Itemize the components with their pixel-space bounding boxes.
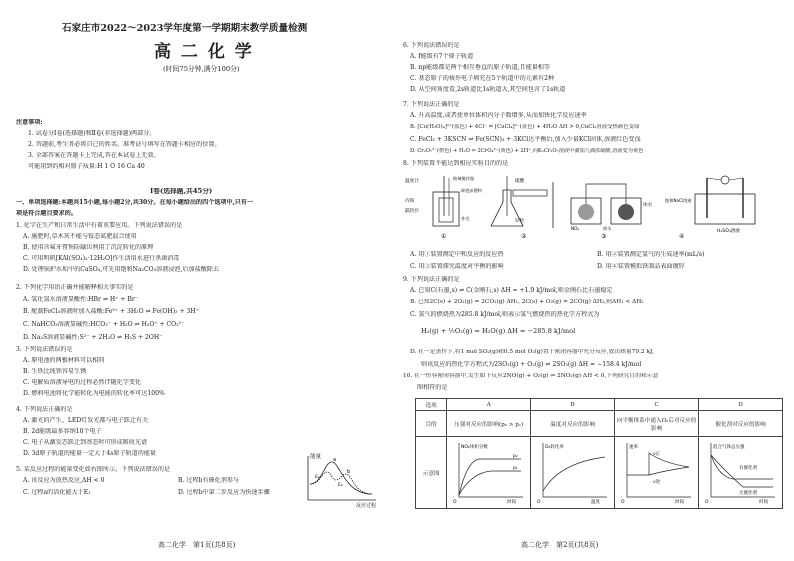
q1-option-d: D. 处理锅炉水垢中的CaSO₄,可先用饱和Na₂CO₃溶液浸泡,后加盐酸除去 (23, 266, 219, 273)
q3-option-a: A. 原电池的两极材料可以相同 (23, 357, 105, 364)
q8-option-b: B. 用②装置测定氢气的生成速率(mL/s) (597, 251, 705, 258)
label-h2so4: H₂SO₄溶液 (717, 229, 740, 234)
diagram-d (699, 437, 783, 509)
calorimeter-inner (439, 198, 453, 222)
note-3: 3. 全部答案在答题卡上完成,答在本试卷上无效。 (28, 152, 160, 159)
section1-instructions-2: 项是符合题目要求的。 (16, 210, 77, 217)
q4-option-d: D. 3d原子轨道的能量一定大于4s原子轨道的能量 (23, 450, 157, 457)
q6-option-a: A. f能级有7个原子轨道 (410, 53, 474, 60)
q9-option-a: A. 已知C(石墨,s) ⇌ C(金刚石,s) ΔH = +1.9 kJ/mol,则金刚石比石墨稳定 (410, 287, 613, 294)
q7-option-b: B. [Cu(H₂O)₄]²⁺(蓝色) + 4Cl⁻ ⇌ [CuCl₄]²⁻(黄色) + 4H₂O ΔH > 0,CuCl₂溶液受热颜色变绿 (410, 124, 640, 130)
q5-option-c: C. 过程a的活化能大于E₁ (23, 489, 91, 496)
q5-option-a: A. 该反应为放热反应,ΔH < 0 (23, 477, 105, 484)
a-p2: p₂ (512, 453, 518, 459)
apparatus-figure (403, 172, 789, 242)
q7-option-c: C. FeCl₃ + 3KSCN ⇌ Fe(SCN)₃ + 3KCl达平衡后,加入少量KCl固体,溶液红色变浅 (410, 136, 641, 143)
c-vpos: v正 (652, 451, 660, 457)
purpose-a: 压强对反应的影响(p₂ > p₁) (447, 411, 531, 437)
q5-option-b: B. 过程b有催化剂参与 (178, 477, 240, 484)
apparatus-num-2: ② (521, 233, 527, 240)
energy-ylabel: 能量 (310, 454, 322, 460)
note-1: 1. 试卷分Ⅰ卷(选择题)和Ⅱ卷(非选择题)两部分。 (28, 130, 156, 137)
d-ylabel: 混合气体总压强 (712, 444, 745, 450)
flask-cold (578, 204, 594, 220)
note-2: 2. 答题前,考生务必将自己的姓名、准考证号填写在答题卡相应的位置。 (28, 141, 221, 148)
q2-option-b: B. 配制FeCl₃溶液时加入盐酸:Fe³⁺ + 3H₂O ⇌ Fe(OH)₃ + 3H⁺ (23, 308, 199, 315)
q6-stem: 6. 下列说法错误的是 (403, 42, 460, 49)
apparatus-num-1: ① (441, 233, 447, 240)
d-xlabel: 时间 (758, 499, 768, 505)
label-shell: 外壳 (461, 216, 470, 221)
col-a: A (447, 399, 531, 411)
a-xlabel: 时间 (506, 499, 516, 505)
q10-stem-cont: 图相符的是 (417, 384, 448, 391)
diagram-a (447, 437, 531, 509)
label-nacl: 饱和NaCl溶液 (665, 198, 692, 203)
row-label-option: 选项 (416, 399, 447, 411)
c-v-reverse (649, 467, 689, 475)
q2-option-a: A. 氢化氢水溶液显酸性:HBr ⇌ H⁺ + Br⁻ (23, 296, 138, 303)
q7-stem: 7. 下列说法正确的是 (403, 101, 460, 108)
chart-d (703, 439, 779, 505)
apparatus-3 (571, 184, 653, 240)
b-curve (543, 457, 605, 491)
q6-option-b: B. np能级都是两个相互垂直的原子轨道,且能量相等 (410, 64, 550, 71)
q9-option-d-cont: 则该反应的热化学方程式为2SO₂(g) + O₂(g) ⇌ 2SO₃(g) ΔH = −158.4 kJ/mol (421, 361, 642, 368)
purpose-d: 催化剂对反应的影响 (699, 411, 783, 437)
c-ylabel: 速率 (628, 444, 638, 450)
section-heading: Ⅰ卷(选择题,共45分) (150, 188, 213, 195)
q10-stem: 10. 在一恒容密闭容器中,发生如下反应2NO(g) + O₂(g) ⇌ 2NO₂(g) ΔH < 0,下列研究目的和示意 (403, 373, 659, 379)
exam-title: 石家庄市2022～2023学年度第一学期期末教学质量检测 (62, 23, 308, 34)
a-p1: p₁ (512, 465, 518, 471)
q8-stem: 8. 下列装置不能达到相应实验目的的是 (403, 160, 509, 167)
col-b: B (531, 399, 615, 411)
q4-option-b: B. 2d能级最多容纳10个电子 (23, 428, 102, 435)
c-xlabel: 时间 (674, 499, 684, 505)
label-zinc: 锌粒 (515, 219, 525, 224)
q9-option-c: C. 氢气的燃烧热为285.8 kJ/mol,则表示氢气燃烧热的热化学方程式为 (410, 311, 600, 318)
q7-option-a: A. 升高温度,或者使单位体积内分子数增多,从而加快化学反应速率 (410, 112, 587, 119)
q3-stem: 3. 下列说法错误的是 (16, 346, 73, 353)
a-ylabel: NO₂体积分数 (460, 444, 488, 450)
footer-page-2: 高二化学 第2页(共8页) (521, 541, 599, 549)
diagram-c (615, 437, 699, 509)
a-origin: O (452, 499, 457, 505)
b-origin: O (536, 499, 541, 505)
wire (707, 178, 743, 180)
energy-diagram (300, 450, 386, 508)
b-ylabel: O₂转化率 (544, 444, 564, 450)
q2-option-c: C. NaHCO₃溶液显碱性:HCO₃⁻ + H₂O ⇌ H₃O⁺ + CO₃²⁻ (23, 321, 185, 328)
apparatus-num-3: ③ (601, 233, 607, 240)
flask-hot (618, 204, 634, 220)
q9-option-b: B. 已知2C(s) + 2O₂(g) = 2CO₂(g) ΔH₁, 2C(s) + O₂(g) = 2CO(g) ΔH₂,则ΔH₁ < ΔH₂ (410, 299, 644, 305)
apparatus-num-4: ④ (679, 233, 685, 240)
label-e2: E₂ (338, 483, 343, 488)
label-insulation: 隔热层 (405, 209, 419, 214)
q3-option-c: C. 电解质溶液导电的过程必然伴随化学变化 (23, 379, 142, 386)
footer-page-1: 高二化学 第1页(共8页) (158, 541, 236, 549)
time-note: (时间75分钟,满分100分) (163, 65, 240, 73)
row-label-diagram: 示意图 (416, 437, 447, 509)
q9-equation: H₂(g) + ½O₂(g) = H₂O(g) ΔH = −285.8 kJ/mol (421, 328, 576, 335)
d-nocat: 无催化剂 (738, 490, 757, 496)
d-curve-nocat (711, 455, 773, 487)
q5-option-d: D. 过程b中第二步反应为快速步骤 (178, 489, 270, 496)
label-b: b (347, 469, 351, 475)
label-e1: E₁ (315, 475, 320, 480)
q1-option-b: B. 使用含氟牙膏预防龋齿利用了沉淀转化的原理 (23, 244, 154, 251)
q6-option-d: D. 从空间角度看,2s轨道比1s轨道大,其空间包含了1s轨道 (410, 86, 566, 93)
c-origin: O (620, 499, 625, 505)
d-cat: 有催化剂 (738, 465, 757, 471)
q4-option-a: A. 激光的产生、LED灯发光都与电子跃迁有关 (23, 417, 149, 424)
purpose-b: 温度对反应的影响 (531, 411, 615, 437)
q8-option-d: D. 用④装置模拟铁制品表面镀锌 (597, 263, 685, 270)
a-curve-p1 (459, 471, 521, 495)
chart-a (451, 439, 527, 505)
label-no2: NO₂ (571, 226, 580, 231)
q8-option-a: A. 用①装置测定中和反应的反应热 (410, 251, 504, 258)
calorimeter-outer (433, 192, 459, 226)
diagram-b (531, 437, 615, 509)
exam-page-2 (397, 0, 794, 561)
b-xlabel: 温度 (590, 499, 600, 505)
q9-option-d: D. 在一定条件下,将1 mol SO₂(g)和0.5 mol O₂(g)置于密闭容器中充分反应,放出热量79.2 kJ, (410, 349, 654, 355)
notes-heading: 注意事项: (16, 119, 43, 126)
label-stirrer: 玻璃搅拌器 (453, 176, 474, 181)
apparatus-2 (491, 176, 553, 240)
col-d: D (699, 399, 783, 411)
q10-table (415, 398, 783, 509)
q3-option-b: B. 生铁比纯铁容易生锈 (23, 368, 87, 375)
label-a: a (333, 457, 337, 463)
q7-option-d: D. Cr₂O₇²⁻(橙色) + H₂O ⇌ 2CrO₄²⁻(黄色) + 2H⁺,向K₂Cr₂O₇溶液中滴加几滴浓硫酸,溶液变为黄色 (410, 148, 644, 154)
q8-option-c: C. 用③装置探究温度对平衡的影响 (410, 263, 504, 270)
q4-option-c: C. 电子从激发态跃迁到基态时可形成吸收光谱 (23, 439, 148, 446)
label-sulfuric: 硫酸 (515, 179, 525, 184)
purpose-c: 向平衡体系中通入O₂后对反应的影响 (615, 411, 699, 437)
q9-stem: 9. 下列说法正确的是 (403, 276, 460, 283)
a-curve-p2 (459, 459, 521, 495)
section1-instructions: 一、单项选择题:本题共15小题,每小题2分,共30分。在每小题给出的四个选项中,只有一 (16, 199, 254, 206)
electrolytic-cell (695, 194, 755, 224)
q1-stem: 1. 化学在生产和日常生活中有着重要应用。下列说法错误的是 (16, 222, 183, 229)
q4-stem: 4. 下列说法正确的是 (16, 406, 73, 413)
label-ice-water: 冰水 (643, 203, 653, 208)
q2-stem: 2. 下列化学用语正确并能解释相关事实的是 (16, 284, 134, 291)
c-vneg: v逆 (652, 479, 660, 485)
q1-option-c: C. 可用明矾[KAl(SO₄)₂·12H₂O]作生活用水进行杀菌消毒 (23, 255, 180, 262)
label-inner: 内筒 (405, 199, 415, 204)
col-c: C (615, 399, 699, 411)
d-origin: O (704, 499, 709, 505)
row-label-purpose: 目的 (416, 411, 447, 437)
apparatus-1 (405, 175, 483, 240)
energy-xlabel: 反应过程 (356, 503, 377, 509)
connecting-tube (586, 184, 626, 204)
subject-heading: 高 二 化 学 (154, 42, 254, 62)
q3-option-d: D. 燃料电池将化学能转化为电能的转化率可达100% (23, 390, 165, 397)
q1-option-a: A. 施肥时,草木灰不能与铵态氮肥混合使用 (23, 233, 137, 240)
power-source (721, 176, 729, 184)
apparatus-4 (665, 176, 755, 240)
label-thermometer: 温度计 (405, 179, 419, 184)
syringe (513, 190, 547, 196)
q2-option-d: D. Na₂S溶液显碱性:S²⁻ + 2H₂O ⇌ H₂S + 2OH⁻ (23, 334, 163, 341)
chart-c (619, 439, 695, 505)
label-foam: 碎泡沫塑料 (461, 188, 482, 193)
q6-option-c: C. 基态原子的核外电子填充在5个轨道中的元素有2种 (410, 75, 555, 82)
atomic-masses: 可能用到的相对原子质量:H 1 O 16 Ca 40 (28, 163, 145, 170)
chart-b (535, 439, 611, 505)
q5-stem: 5. 某反应过程的能量变化如右图所示。下列说法错误的是 (16, 466, 171, 473)
label-hot-water: 热水 (603, 226, 612, 231)
